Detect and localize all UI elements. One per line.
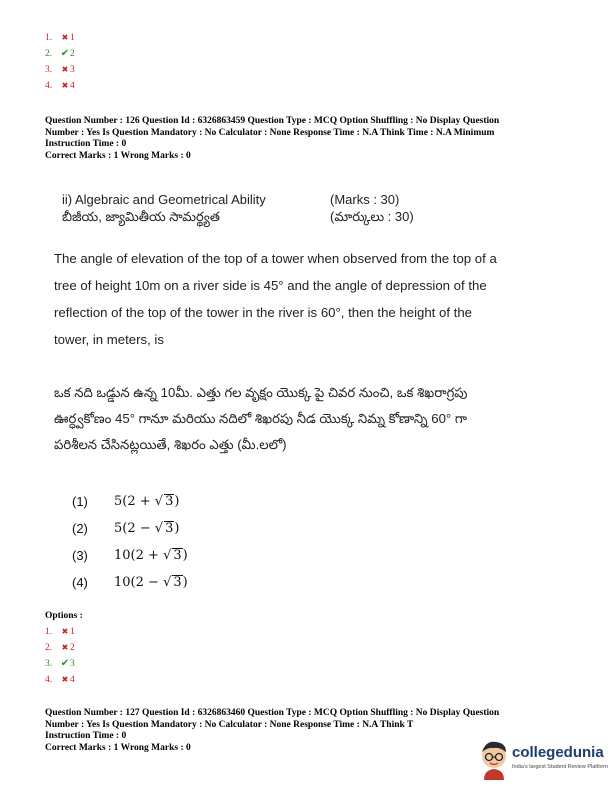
choice-2: (2) 5(2 − √ 3): [72, 521, 180, 536]
cross-icon: ✖: [61, 627, 69, 636]
question-127-meta: Question Number : 127 Question Id : 6326863460 Question Type : MCQ Option Shuffling : No Display Question Number : Yes Is Question Mandatory : No Calculator : None Response Time : N.A Think T Instruction Time : 0 Correct Marks : 1 Wrong Marks : 0: [45, 708, 500, 753]
logo-tagline: India's largest Student Review Platform: [512, 764, 608, 770]
check-icon: ✔: [60, 48, 70, 59]
section-header-te: బీజీయ, జ్యామితీయ సామర్థ్యత (మార్కులు : 30): [62, 209, 414, 224]
option-row: 2. ✔ 2: [45, 46, 75, 62]
option-row: 1. ✖ 1: [45, 624, 75, 640]
prev-question-options: [45, 30, 75, 94]
question-126-options: [45, 624, 75, 688]
logo-brand: collegedunia: [512, 744, 604, 761]
choice-3: (3) 10(2 + √ 3): [72, 548, 188, 563]
option-row: 4. ✖ 4: [45, 78, 75, 94]
question-126-meta: Question Number : 126 Question Id : 6326863459 Question Type : MCQ Option Shuffling : No Display Question Number : Yes Is Question Mandatory : No Calculator : None Response Time : N.A Think Time : N.A Minimum Instruction Time : 0 Correct Marks : 1 Wrong Marks : 0: [45, 116, 500, 161]
check-icon: ✔: [60, 658, 70, 669]
option-row: 4. ✖ 4: [45, 672, 75, 688]
option-row: 2. ✖ 2: [45, 640, 75, 656]
answer-choices: [72, 488, 188, 596]
option-row: 3. ✔ 3: [45, 656, 75, 672]
option-row: 3. ✖ 3: [45, 62, 75, 78]
choice-4: (4) 10(2 − √ 3): [72, 575, 188, 590]
mascot-icon: [478, 738, 510, 780]
cross-icon: ✖: [61, 81, 69, 90]
cross-icon: ✖: [61, 65, 69, 74]
option-row: 1. ✖ 1: [45, 30, 75, 46]
choice-1: (1) 5(2 + √ 3): [72, 494, 180, 509]
options-label: Options :: [45, 611, 83, 621]
collegedunia-logo: [478, 738, 606, 780]
cross-icon: ✖: [61, 675, 69, 684]
cross-icon: ✖: [61, 643, 69, 652]
cross-icon: ✖: [61, 33, 69, 42]
section-header-en: ii) Algebraic and Geometrical Ability (Marks : 30): [62, 192, 400, 207]
question-text-en: The angle of elevation of the top of a tower when observed from the top of a tree of height 10m on a river side is 45° and the angle of depression of the reflection of the top of the tower in the river is 60°, then the height of the tower, in meters, is: [54, 251, 497, 347]
question-text-te: ఒక నది ఒడ్డున ఉన్న 10మీ. ఎత్తు గల వృక్షం యొక్క పై చివర నుంచి, ఒక శిఖరాగ్రపు ఊర్ధ్వకోణం 45° గానూ మరియు నదిలో శిఖరపు నీడ యొక్క నిమ్న కోణాన్ని 60° గా పరిశీలన చేసినట్లయితే, శిఖరం ఎత్తు (మీ.లలో): [54, 385, 468, 452]
